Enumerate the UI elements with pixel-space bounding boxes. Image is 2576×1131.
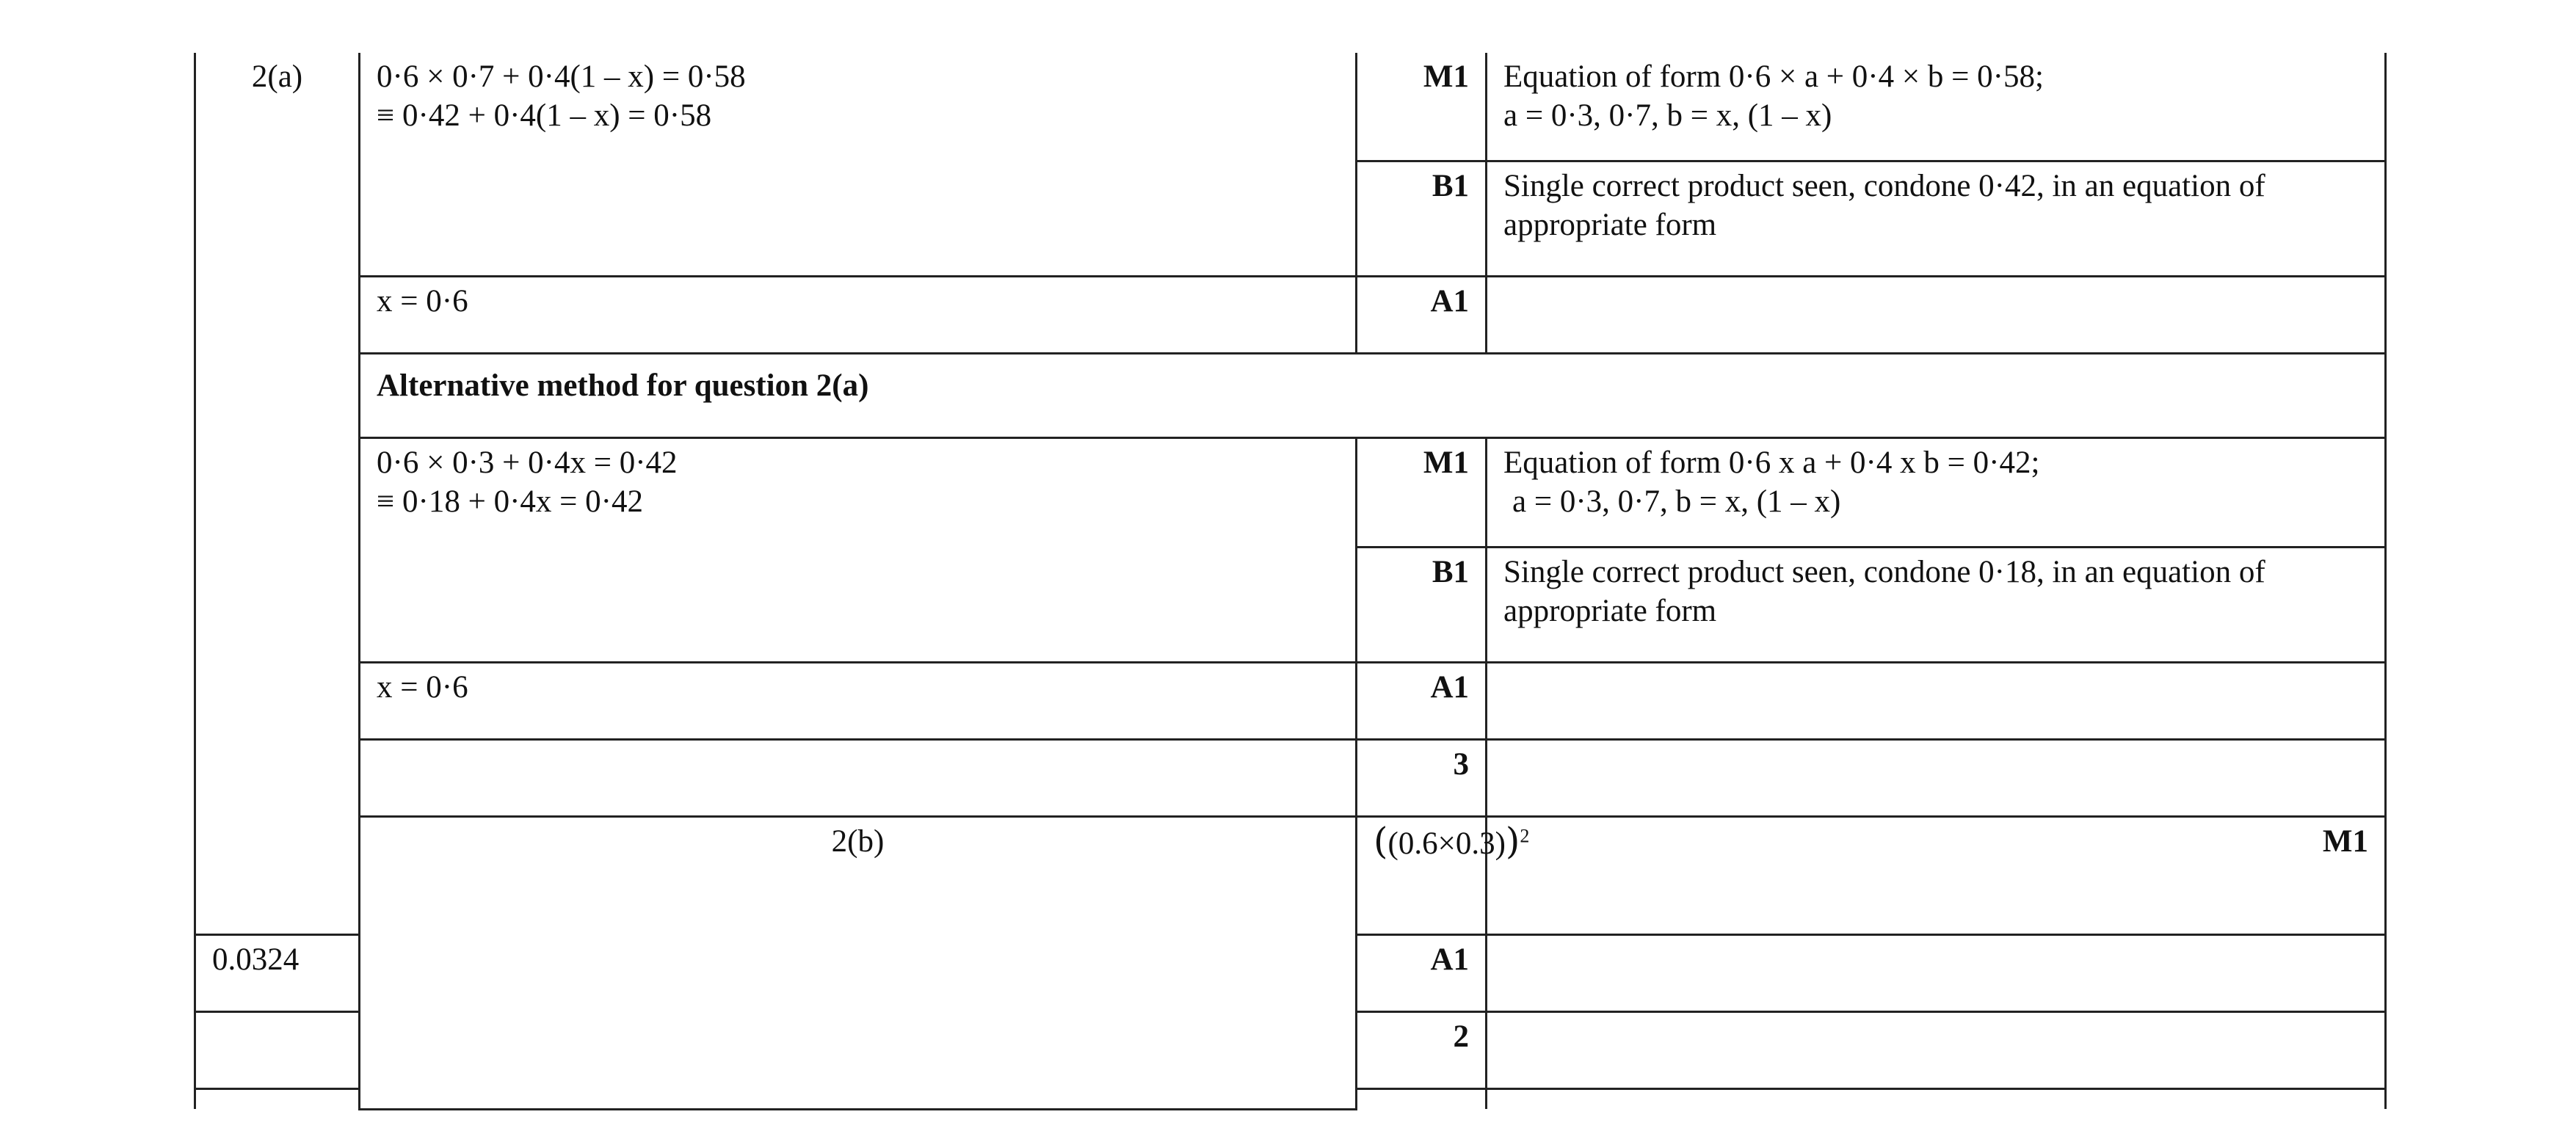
part-total-marks: 3 — [1357, 740, 1487, 817]
working-line: 0·6 × 0·3 + 0·4x = 0·42 — [377, 446, 678, 480]
question-label: 2(b) — [360, 817, 1357, 1110]
mark-code: A1 — [1357, 663, 1487, 740]
guidance-cell — [1487, 53, 2386, 161]
guidance-line: Equation of form 0·6 × a + 0·4 × b = 0·58; — [1503, 59, 2044, 94]
working-line: 0·6 × 0·7 + 0·4(1 – x) = 0·58 — [377, 59, 746, 94]
guidance-empty — [1487, 1012, 2386, 1089]
mark-code: M1 — [1357, 438, 1487, 548]
working-expression: $((0.6\times 0.3))^2$ — [1374, 820, 1530, 862]
answer-cell: x = 0·6 — [360, 663, 1357, 740]
alternative-method-heading: Alternative method for question 2(a) — [360, 354, 2386, 438]
working-line: ≡ 0·18 + 0·4x = 0·42 — [377, 484, 643, 519]
working-exponent: 2 — [1520, 825, 1530, 847]
guidance-line: a = 0·3, 0·7, b = x, (1 – x) — [1512, 484, 1841, 519]
guidance-empty — [1487, 740, 2386, 817]
working-cell — [360, 53, 1357, 277]
question-label: 2(a) — [195, 53, 360, 935]
table-row — [195, 438, 2386, 548]
continuation-cell — [195, 1089, 360, 1110]
part-total-marks: 2 — [1357, 1012, 1487, 1089]
guidance-text: Single correct product seen, condone 0·42, in an equation of appropriate form — [1487, 161, 2386, 277]
table-row — [195, 663, 2386, 740]
mark-code: A1 — [1357, 935, 1487, 1012]
mark-code: A1 — [1357, 277, 1487, 354]
mark-code: M1 — [1357, 53, 1487, 161]
working-empty — [195, 1012, 360, 1089]
guidance-cell — [1487, 438, 2386, 548]
answer-cell: x = 0·6 — [360, 277, 1357, 354]
guidance-empty — [1487, 935, 2386, 1012]
guidance-empty — [1487, 277, 2386, 354]
table-row — [195, 740, 2386, 817]
working-product: (0.6×0.3) — [1387, 826, 1506, 861]
table-row — [195, 53, 2386, 161]
answer-cell: 0.0324 — [195, 935, 360, 1012]
table-row — [195, 277, 2386, 354]
working-line: ≡ 0·42 + 0·4(1 – x) = 0·58 — [377, 98, 712, 133]
mark-code: B1 — [1357, 548, 1487, 663]
mark-code: M1 — [1487, 817, 2386, 935]
mark-code: B1 — [1357, 161, 1487, 277]
working-cell — [1357, 817, 1530, 935]
continuation-cell — [1487, 1089, 2386, 1110]
continuation-cell — [1357, 1089, 1487, 1110]
guidance-empty — [1487, 663, 2386, 740]
mark-scheme-table — [194, 53, 2387, 1110]
guidance-line: Equation of form 0·6 x a + 0·4 x b = 0·42; — [1503, 446, 2040, 480]
table-row — [195, 354, 2386, 438]
table-row — [195, 817, 2386, 935]
working-empty — [360, 740, 1357, 817]
guidance-text: Single correct product seen, condone 0·18, in an equation of appropriate form — [1487, 548, 2386, 663]
guidance-line: a = 0·3, 0·7, b = x, (1 – x) — [1503, 98, 1832, 133]
working-cell — [360, 438, 1357, 663]
